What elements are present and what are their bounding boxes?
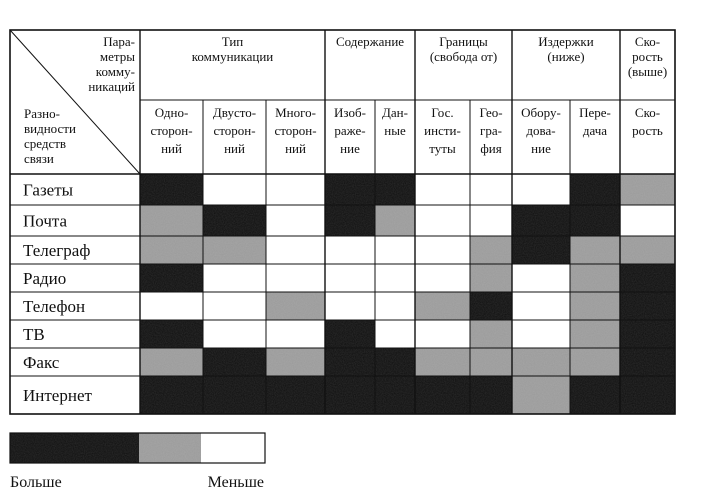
cell-r1-c3 bbox=[266, 174, 325, 205]
corner-top-label: комму- bbox=[95, 64, 135, 79]
cell-texture bbox=[325, 376, 375, 414]
row-label: ТВ bbox=[23, 325, 45, 344]
cell-texture bbox=[470, 376, 512, 414]
cell-r1-c7 bbox=[470, 174, 512, 205]
cell-texture bbox=[325, 348, 375, 376]
cell-r5-c4 bbox=[325, 292, 375, 320]
corner-bottom-label: связи bbox=[24, 151, 54, 166]
cell-texture bbox=[470, 348, 512, 376]
column-header: Дан- bbox=[382, 105, 408, 120]
cell-texture bbox=[415, 376, 470, 414]
cell-texture bbox=[140, 236, 203, 264]
cell-r5-c1 bbox=[140, 292, 203, 320]
legend-texture bbox=[10, 433, 139, 463]
cell-texture bbox=[620, 236, 675, 264]
group-header: Издержки bbox=[538, 34, 594, 49]
column-header: ние bbox=[531, 141, 551, 156]
column-header: ний bbox=[224, 141, 245, 156]
column-header: Гео- bbox=[479, 105, 503, 120]
column-header: туты bbox=[429, 141, 456, 156]
row-label: Почта bbox=[23, 211, 68, 231]
cell-r4-c5 bbox=[375, 264, 415, 292]
column-header: Двусто- bbox=[212, 105, 257, 120]
column-header: фия bbox=[480, 141, 502, 156]
column-header: дача bbox=[582, 123, 608, 138]
cell-r3-c6 bbox=[415, 236, 470, 264]
cell-texture bbox=[470, 264, 512, 292]
row-label: Радио bbox=[23, 269, 67, 288]
corner-top-label: Пара- bbox=[103, 34, 135, 49]
column-header: гра- bbox=[480, 123, 502, 138]
column-header: Изоб- bbox=[334, 105, 366, 120]
cell-texture bbox=[415, 348, 470, 376]
column-header: Одно- bbox=[154, 105, 189, 120]
cell-r4-c6 bbox=[415, 264, 470, 292]
cell-texture bbox=[375, 174, 415, 205]
row-label: Интернет bbox=[23, 386, 92, 405]
comparison-cells bbox=[140, 174, 675, 414]
cell-texture bbox=[375, 348, 415, 376]
cell-texture bbox=[266, 348, 325, 376]
cell-r5-c2 bbox=[203, 292, 266, 320]
row-label: Газеты bbox=[23, 180, 74, 200]
group-header: Границы bbox=[439, 34, 488, 49]
legend-scale bbox=[10, 433, 265, 491]
group-header: коммуникации bbox=[191, 49, 274, 64]
column-header: раже- bbox=[334, 123, 366, 138]
cell-r4-c4 bbox=[325, 264, 375, 292]
legend-less-label: Меньше bbox=[207, 474, 264, 491]
cell-texture bbox=[512, 236, 570, 264]
column-header: Пере- bbox=[579, 105, 611, 120]
column-header: рость bbox=[632, 123, 663, 138]
cell-texture bbox=[203, 236, 266, 264]
corner-top-label: метры bbox=[99, 49, 135, 64]
column-header: ные bbox=[384, 123, 406, 138]
cell-texture bbox=[570, 292, 620, 320]
cell-r3-c5 bbox=[375, 236, 415, 264]
cell-r4-c8 bbox=[512, 264, 570, 292]
cell-r3-c4 bbox=[325, 236, 375, 264]
cell-texture bbox=[266, 292, 325, 320]
corner-bottom-label: средств bbox=[24, 136, 67, 151]
cell-texture bbox=[512, 205, 570, 236]
cell-texture bbox=[325, 320, 375, 348]
cell-r6-c8 bbox=[512, 320, 570, 348]
cell-texture bbox=[620, 174, 675, 205]
cell-texture bbox=[620, 292, 675, 320]
column-header: Обору- bbox=[521, 105, 561, 120]
row-label: Факс bbox=[23, 353, 60, 372]
group-header: Ско- bbox=[634, 34, 661, 49]
cell-texture bbox=[325, 174, 375, 205]
cell-r1-c2 bbox=[203, 174, 266, 205]
cell-texture bbox=[470, 320, 512, 348]
cell-texture bbox=[140, 205, 203, 236]
cell-texture bbox=[570, 174, 620, 205]
cell-r1-c8 bbox=[512, 174, 570, 205]
group-header: Содержание bbox=[335, 34, 405, 49]
cell-texture bbox=[470, 292, 512, 320]
cell-r6-c2 bbox=[203, 320, 266, 348]
cell-r5-c5 bbox=[375, 292, 415, 320]
cell-r1-c6 bbox=[415, 174, 470, 205]
column-header: Ско- bbox=[634, 105, 661, 120]
column-header: Гос. bbox=[431, 105, 454, 120]
cell-texture bbox=[570, 236, 620, 264]
column-header: сторон- bbox=[274, 123, 317, 138]
cell-texture bbox=[415, 292, 470, 320]
cell-texture bbox=[570, 205, 620, 236]
column-header: сторон- bbox=[213, 123, 256, 138]
cell-r2-c3 bbox=[266, 205, 325, 236]
cell-texture bbox=[570, 320, 620, 348]
column-header: ний bbox=[285, 141, 306, 156]
cell-texture bbox=[375, 205, 415, 236]
cell-r6-c6 bbox=[415, 320, 470, 348]
column-header: ние bbox=[340, 141, 360, 156]
cell-texture bbox=[140, 320, 203, 348]
cell-texture bbox=[570, 348, 620, 376]
cell-texture bbox=[266, 376, 325, 414]
cell-r2-c10 bbox=[620, 205, 675, 236]
cell-texture bbox=[375, 376, 415, 414]
cell-texture bbox=[203, 348, 266, 376]
cell-texture bbox=[620, 348, 675, 376]
cell-texture bbox=[140, 376, 203, 414]
cell-r2-c6 bbox=[415, 205, 470, 236]
cell-texture bbox=[512, 376, 570, 414]
corner-bottom-label: Разно- bbox=[24, 106, 60, 121]
cell-texture bbox=[620, 376, 675, 414]
column-header: инсти- bbox=[424, 123, 461, 138]
column-header: дова- bbox=[526, 123, 556, 138]
cell-texture bbox=[203, 205, 266, 236]
column-header: ний bbox=[161, 141, 182, 156]
legend-swatch bbox=[201, 433, 265, 463]
cell-r3-c3 bbox=[266, 236, 325, 264]
corner-top-label: никаций bbox=[88, 79, 135, 94]
cell-r4-c2 bbox=[203, 264, 266, 292]
cell-r6-c3 bbox=[266, 320, 325, 348]
cell-texture bbox=[570, 376, 620, 414]
cell-r6-c5 bbox=[375, 320, 415, 348]
cell-texture bbox=[512, 348, 570, 376]
row-label: Телефон bbox=[23, 297, 86, 316]
cell-texture bbox=[570, 264, 620, 292]
group-header: рость bbox=[632, 49, 663, 64]
cell-texture bbox=[620, 320, 675, 348]
corner-bottom-label: видности bbox=[24, 121, 76, 136]
column-header: Много- bbox=[275, 105, 316, 120]
legend-texture bbox=[139, 433, 201, 463]
cell-texture bbox=[620, 264, 675, 292]
cell-texture bbox=[140, 174, 203, 205]
cell-r5-c8 bbox=[512, 292, 570, 320]
cell-r2-c7 bbox=[470, 205, 512, 236]
column-header: сторон- bbox=[150, 123, 193, 138]
group-header: (выше) bbox=[627, 64, 668, 79]
cell-texture bbox=[203, 376, 266, 414]
legend-more-label: Больше bbox=[10, 474, 62, 491]
group-header: (ниже) bbox=[547, 49, 585, 64]
cell-texture bbox=[140, 264, 203, 292]
cell-texture bbox=[470, 236, 512, 264]
cell-r4-c3 bbox=[266, 264, 325, 292]
group-header: (свобода от) bbox=[429, 49, 498, 64]
group-header: Тип bbox=[221, 34, 244, 49]
cell-texture bbox=[325, 205, 375, 236]
cell-texture bbox=[140, 348, 203, 376]
row-label: Телеграф bbox=[23, 241, 91, 260]
